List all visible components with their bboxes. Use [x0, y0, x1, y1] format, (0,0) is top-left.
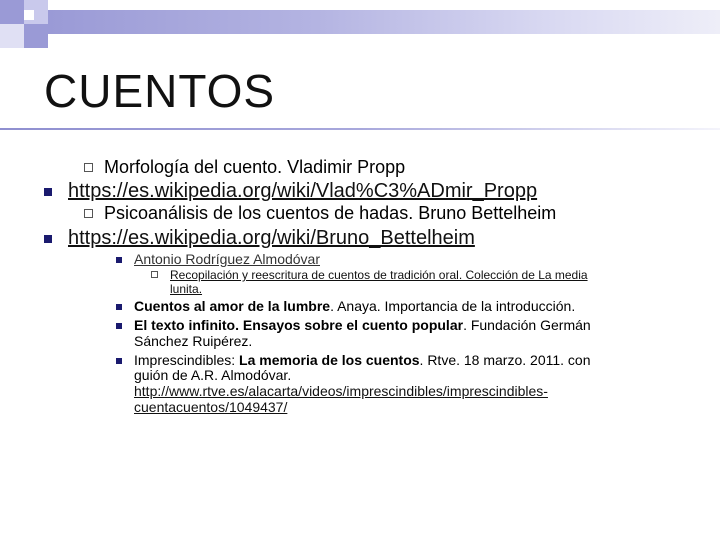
book-title: Cuentos al amor de la lumbre: [134, 298, 331, 314]
filled-square-bullet-icon: [116, 323, 122, 329]
bettelheim-wikipedia-link[interactable]: https://es.wikipedia.org/wiki/Bruno_Bettelheim: [68, 227, 475, 249]
hollow-square-bullet-icon: [84, 163, 93, 172]
rtve-link-line1[interactable]: http://www.rtve.es/alacarta/videos/imprescindibles/imprescindibles-: [134, 383, 548, 399]
book-title: El texto infinito. Ensayos sobre el cuento popular: [134, 317, 464, 333]
almodovar-link[interactable]: Antonio Rodríguez Almodóvar: [134, 251, 320, 267]
recopilacion-link-line2[interactable]: lunita.: [170, 282, 203, 296]
title-underline: [0, 128, 720, 130]
book-details: . Anaya. Importancia de la introducción.: [330, 298, 576, 314]
filled-square-bullet-icon: [116, 358, 122, 364]
item-prefix: Imprescindibles:: [134, 352, 240, 368]
rtve-link-line2[interactable]: cuentacuentos/1049437/: [134, 399, 288, 415]
filled-square-bullet-icon: [116, 257, 122, 263]
propp-wikipedia-link[interactable]: https://es.wikipedia.org/wiki/Vlad%C3%ADmir_Propp: [68, 180, 538, 202]
list-item: Psicoanálisis de los cuentos de hadas. Bruno Bettelheim: [104, 203, 557, 223]
top-accent-bar: [48, 10, 720, 34]
filled-square-bullet-icon: [44, 235, 52, 243]
recopilacion-link-line1[interactable]: Recopilación y reescritura de cuentos de tradición oral. Colección de La media: [170, 268, 588, 282]
program-title: La memoria de los cuentos: [239, 352, 420, 368]
filled-square-bullet-icon: [44, 188, 52, 196]
list-item: [134, 352, 591, 368]
slide-title: CUENTOS: [44, 65, 276, 117]
list-item: Morfología del cuento. Vladimir Propp: [104, 157, 406, 177]
hollow-square-bullet-icon: [151, 271, 158, 278]
filled-square-bullet-icon: [116, 304, 122, 310]
list-item-continuation: Sánchez Ruipérez.: [134, 333, 253, 349]
program-details: . Rtve. 18 marzo. 2011. con: [419, 352, 591, 368]
list-item: [134, 298, 575, 314]
list-item-continuation: guión de A.R. Almodóvar.: [134, 367, 292, 383]
hollow-square-bullet-icon: [84, 209, 93, 218]
list-item: [134, 317, 591, 333]
book-details: . Fundación Germán: [463, 317, 591, 333]
